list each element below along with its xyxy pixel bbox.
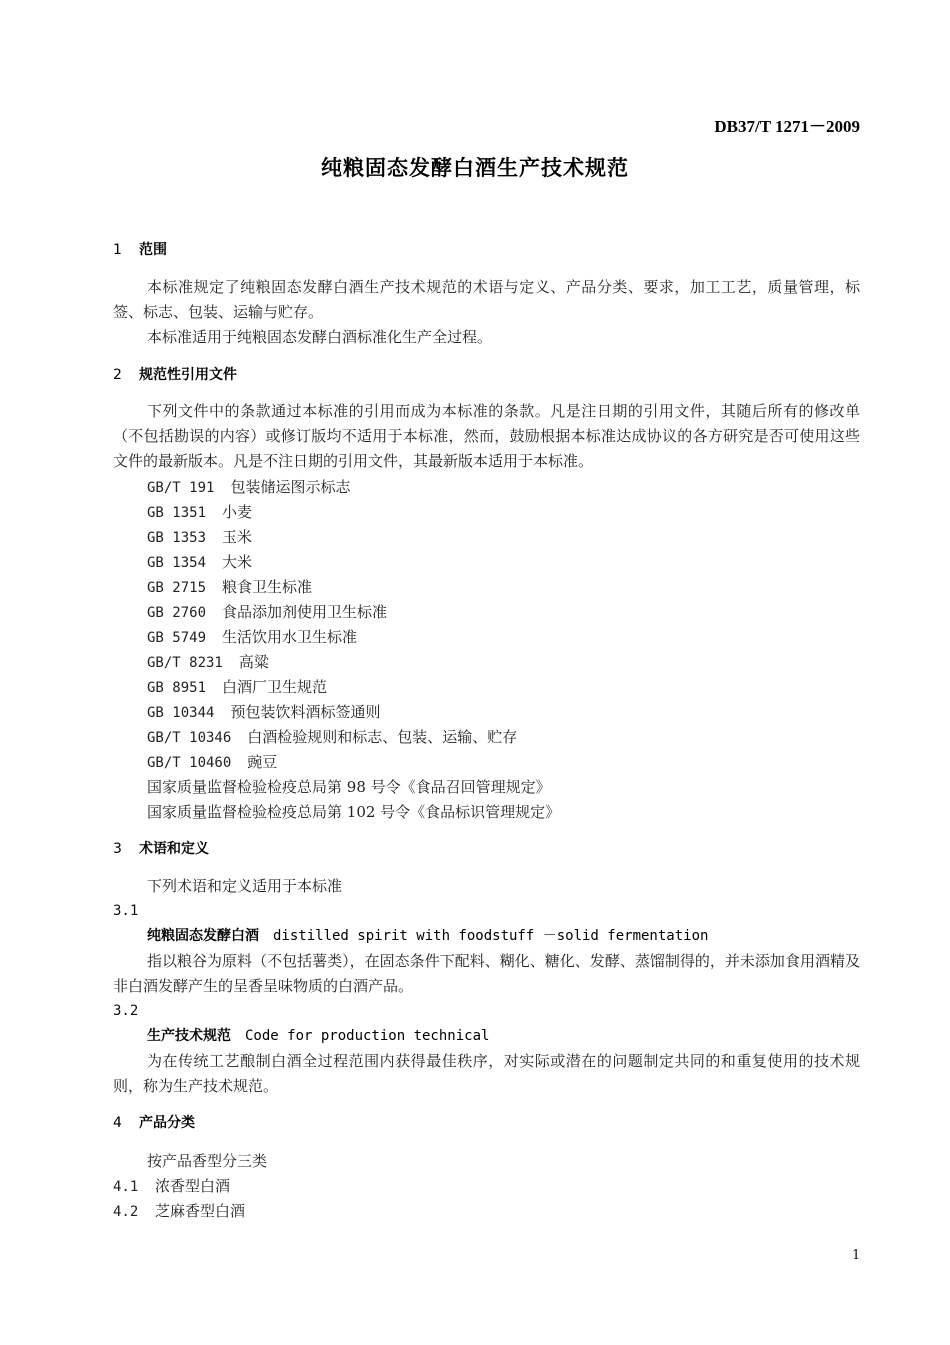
reference-item: GB 10344 预包装饮料酒标签通则 (147, 703, 381, 721)
term-heading (147, 924, 708, 949)
section-number: 4 (113, 1115, 122, 1131)
reference-item: GB 1354 大米 (147, 553, 253, 571)
page-number: 1 (852, 1248, 861, 1263)
reference-item: GB/T 191 包装储运图示标志 (147, 478, 351, 496)
section-number: 2 (113, 367, 122, 383)
section-3-heading (113, 837, 209, 862)
scope-paragraph-2: 本标准适用于纯粮固态发酵白酒标准化生产全过程。 (147, 328, 493, 346)
classification-intro: 按产品香型分三类 (147, 1152, 268, 1170)
reference-item: GB 2715 粮食卫生标准 (147, 578, 313, 596)
section-2-heading (113, 363, 237, 388)
section-title: 规范性引用文件 (139, 367, 237, 383)
references-intro-paragraph: 下列文件中的条款通过本标准的引用而成为本标准的条款。凡是注日期的引用文件，其随后所有的修改单（不包括勘误的内容）或修订版均不适用于本标准，然而，鼓励根据本标准达成协议的各方研究是否可使用这些文件的最新版本。凡是不注日期的引用文件，其最新版本适用于本标准。 (113, 402, 860, 470)
reference-item: GB 1351 小麦 (147, 503, 253, 521)
reference-item: GB 5749 生活饮用水卫生标准 (147, 628, 358, 646)
section-1-heading (113, 238, 167, 263)
term-definition: 为在传统工艺酿制白酒全过程范围内获得最佳秩序，对实际或潜在的问题制定共同的和重复使用的技术规则，称为生产技术规范。 (113, 1052, 860, 1095)
section-number: 1 (113, 242, 122, 258)
standard-code: DB37/T 1271－2009 (714, 117, 860, 136)
section-title: 产品分类 (139, 1115, 195, 1131)
section-title: 术语和定义 (139, 841, 209, 857)
reference-item: GB 1353 玉米 (147, 528, 253, 546)
reference-item: GB/T 8231 高粱 (147, 653, 269, 671)
classification-item: 4.1 浓香型白酒 (113, 1177, 231, 1195)
term-chinese: 纯粮固态发酵白酒 (147, 928, 259, 944)
decree-item: 国家质量监督检验检疫总局第 98 号令《食品召回管理规定》 (147, 778, 551, 796)
classification-item: 4.2 芝麻香型白酒 (113, 1202, 246, 1220)
reference-item: GB/T 10346 白酒检验规则和标志、包装、运输、贮存 (147, 728, 518, 746)
term-number: 3.2 (113, 1003, 139, 1019)
reference-item: GB 8951 白酒厂卫生规范 (147, 678, 328, 696)
reference-item: GB/T 10460 豌豆 (147, 753, 278, 771)
term-chinese: 生产技术规范 (147, 1028, 231, 1044)
document-title: 纯粮固态发酵白酒生产技术规范 (321, 156, 629, 180)
term-heading (147, 1024, 489, 1049)
scope-paragraph-1: 本标准规定了纯粮固态发酵白酒生产技术规范的术语与定义、产品分类、要求，加工工艺，质量管理，标签、标志、包装、运输与贮存。 (113, 278, 860, 321)
section-number: 3 (113, 841, 122, 857)
term-english: distilled spirit with foodstuff －solid fermentation (273, 928, 709, 944)
term-english: Code for production technical (245, 1028, 490, 1044)
term-number: 3.1 (113, 903, 139, 919)
reference-item: GB 2760 食品添加剂使用卫生标准 (147, 603, 388, 621)
section-title: 范围 (139, 242, 167, 258)
terms-intro: 下列术语和定义适用于本标准 (147, 877, 343, 895)
section-4-heading (113, 1111, 195, 1136)
decree-item: 国家质量监督检验检疫总局第 102 号令《食品标识管理规定》 (147, 803, 561, 821)
term-definition: 指以粮谷为原料（不包括薯类），在固态条件下配料、糊化、糖化、发酵、蒸馏制得的，并未添加食用酒精及非白酒发酵产生的呈香呈味物质的白酒产品。 (113, 952, 860, 995)
